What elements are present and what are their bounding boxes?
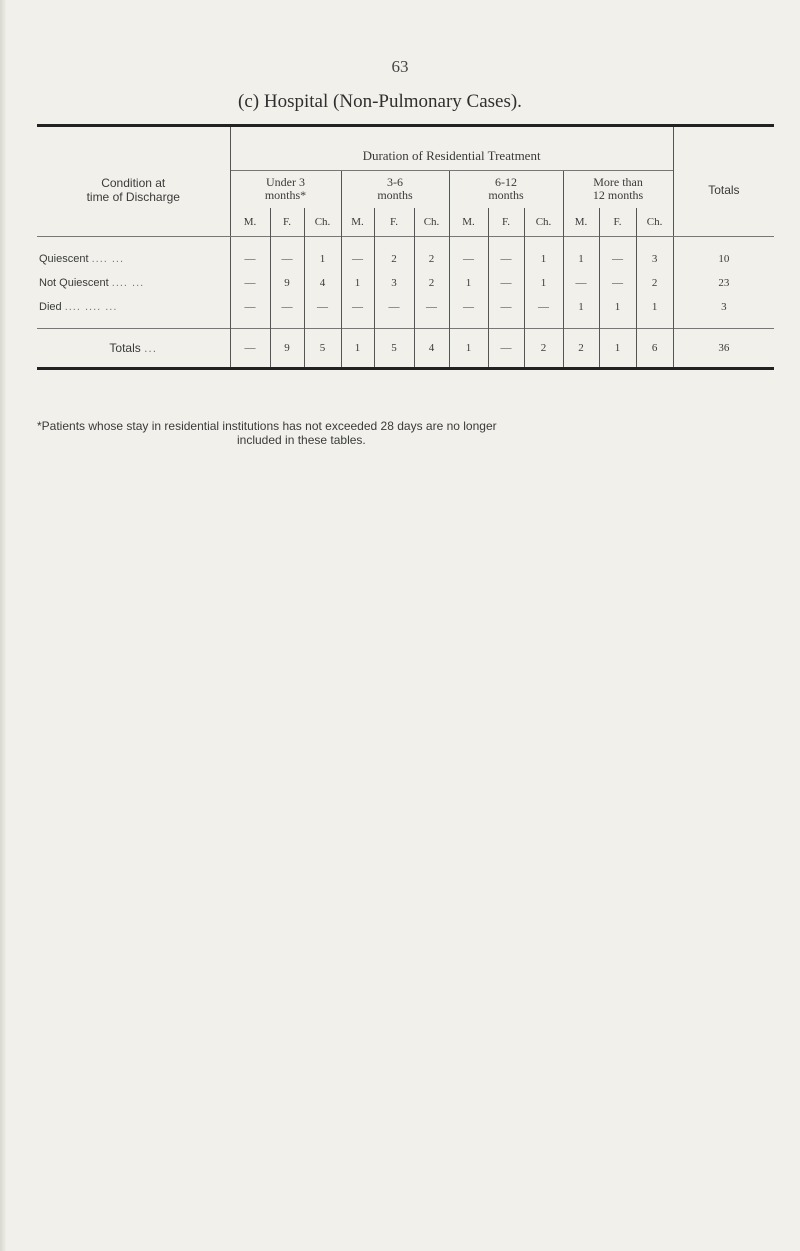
totals-label-text: Totals	[109, 341, 141, 355]
row-total: 23	[673, 271, 774, 295]
subheader-f: F.	[374, 208, 414, 237]
cell: 4	[304, 271, 341, 295]
cell: 5	[374, 329, 414, 369]
cell: 2	[414, 247, 449, 271]
cell: 9	[270, 329, 304, 369]
group-label-line2: months	[488, 188, 524, 203]
cell: 1	[563, 295, 599, 319]
subheader-ch: Ch.	[304, 208, 341, 237]
cell: —	[230, 247, 270, 271]
subheader-m: M.	[230, 208, 270, 237]
cell: —	[270, 247, 304, 271]
group-label-line1: 6-12	[495, 175, 517, 190]
row-label-text: Died	[39, 300, 62, 313]
subheader-f: F.	[270, 208, 304, 237]
page-title: (c) Hospital (Non-Pulmonary Cases).	[238, 91, 522, 112]
page-number: 63	[391, 57, 409, 76]
cell: 1	[449, 271, 488, 295]
cell: —	[599, 247, 636, 271]
cell: —	[524, 295, 563, 319]
cell: 1	[341, 271, 374, 295]
group-label-line2: months*	[264, 188, 307, 203]
cell: 3	[636, 247, 673, 271]
cell: —	[449, 247, 488, 271]
cell: 1	[524, 271, 563, 295]
cell: —	[563, 271, 599, 295]
cell: 1	[599, 295, 636, 319]
page-edge-shadow	[0, 0, 6, 1251]
totals-row-label	[37, 329, 230, 369]
cell: 2	[563, 329, 599, 369]
cell: 4	[414, 329, 449, 369]
leader-dots: ...	[144, 341, 158, 355]
cell: 1	[341, 329, 374, 369]
cell: 2	[524, 329, 563, 369]
footnote	[37, 419, 757, 447]
subheader-f: F.	[488, 208, 524, 237]
row-label	[37, 295, 230, 319]
group-3-6-months	[341, 171, 449, 208]
cell: —	[449, 295, 488, 319]
cell: 6	[636, 329, 673, 369]
condition-header	[37, 126, 230, 237]
cell: 2	[636, 271, 673, 295]
cell: —	[488, 329, 524, 369]
condition-header-line2: time of Discharge	[86, 189, 180, 204]
table-row-totals	[37, 329, 774, 369]
duration-header: Duration of Residential Treatment	[230, 126, 673, 171]
group-under-3-months	[230, 171, 341, 208]
subheader-ch: Ch.	[636, 208, 673, 237]
cell: —	[341, 247, 374, 271]
cell: 3	[374, 271, 414, 295]
subheader-m: M.	[449, 208, 488, 237]
row-total: 10	[673, 247, 774, 271]
group-label-line2: months	[377, 188, 413, 203]
footnote-line1: *Patients whose stay in residential institutions has not exceeded 28 days are no longer	[37, 419, 497, 433]
cell: —	[304, 295, 341, 319]
cell: —	[599, 271, 636, 295]
row-label	[37, 271, 230, 295]
row-label-text: Not Quiescent	[39, 276, 109, 289]
group-label-line2: 12 months	[592, 188, 644, 203]
subheader-m: M.	[563, 208, 599, 237]
subheader-f: F.	[599, 208, 636, 237]
cell: —	[230, 271, 270, 295]
subheader-m: M.	[341, 208, 374, 237]
totals-header: Totals	[673, 126, 774, 237]
cell: 2	[414, 271, 449, 295]
group-label-line1: More than	[593, 175, 643, 190]
table-row-quiescent	[37, 247, 774, 271]
cell: —	[488, 295, 524, 319]
leader-dots: .... .... ...	[64, 300, 118, 313]
cell: —	[488, 271, 524, 295]
footnote-line2: included in these tables.	[237, 433, 366, 447]
cell: 1	[599, 329, 636, 369]
row-label	[37, 247, 230, 271]
table-row-not-quiescent	[37, 271, 774, 295]
cell: —	[374, 295, 414, 319]
cell: 5	[304, 329, 341, 369]
cases-table-container	[37, 124, 754, 370]
cell: —	[230, 295, 270, 319]
cell: —	[414, 295, 449, 319]
condition-header-line1: Condition at	[101, 175, 166, 190]
cell: 2	[374, 247, 414, 271]
cell: —	[341, 295, 374, 319]
leader-dots: .... ...	[111, 276, 145, 289]
row-total: 3	[673, 295, 774, 319]
table-row-died	[37, 295, 774, 319]
cell: 1	[304, 247, 341, 271]
cell: —	[488, 247, 524, 271]
cell: 1	[636, 295, 673, 319]
cell: 1	[524, 247, 563, 271]
group-label-line1: Under 3	[266, 175, 305, 190]
row-label-text: Quiescent	[39, 252, 89, 265]
cell: —	[270, 295, 304, 319]
cell: 9	[270, 271, 304, 295]
group-more-than-12-months	[563, 171, 673, 208]
subheader-ch: Ch.	[524, 208, 563, 237]
group-label-line1: 3-6	[387, 175, 403, 190]
cell: 1	[563, 247, 599, 271]
leader-dots: .... ...	[91, 252, 125, 265]
subheader-ch: Ch.	[414, 208, 449, 237]
grand-total: 36	[673, 329, 774, 369]
group-6-12-months	[449, 171, 563, 208]
cell: 1	[449, 329, 488, 369]
cell: —	[230, 329, 270, 369]
hospital-cases-table	[37, 124, 774, 370]
